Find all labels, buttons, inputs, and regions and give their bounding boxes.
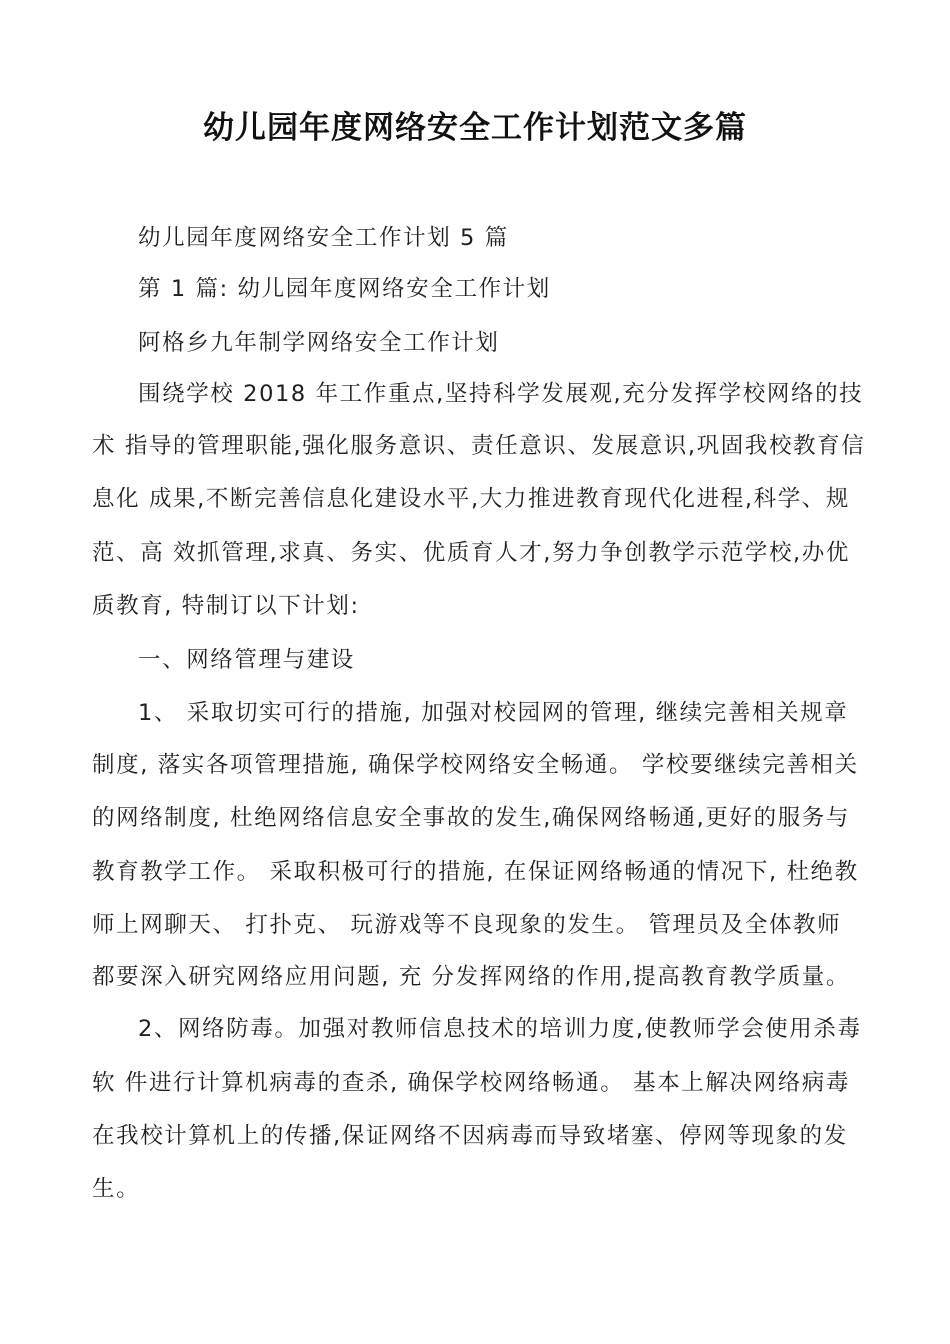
paragraph-line: 的网络制度, 杜绝网络信息安全事故的发生,确保网络畅通,更好的服务与 (92, 805, 851, 831)
paragraph-line: 质教育, 特制订以下计划: (92, 593, 360, 619)
paragraph-line: 术 指导的管理职能,强化服务意识、责任意识、发展意识,巩固我校教育信 (92, 433, 866, 459)
paragraph-line: 生。 (92, 1176, 141, 1202)
plan-heading: 阿格乡九年制学网络安全工作计划 (138, 330, 500, 356)
paragraph-line: 师上网聊天、 打扑克、 玩游戏等不良现象的发生。 管理员及全体教师 (92, 912, 842, 938)
paragraph-line: 1、 采取切实可行的措施, 加强对校园网的管理, 继续完善相关规章 (138, 700, 849, 726)
paragraph-line: 制度, 落实各项管理措施, 确保学校网络安全畅通。 学校要继续完善相关 (92, 752, 859, 778)
section-heading: 一、网络管理与建设 (138, 647, 355, 673)
document-title: 幼儿园年度网络安全工作计划范文多篇 (203, 110, 747, 146)
paragraph-line: 都要深入研究网络应用问题, 充 分发挥网络的作用,提高教育教学质量。 (92, 964, 851, 990)
subtitle-line: 幼儿园年度网络安全工作计划 5 篇 (138, 225, 509, 251)
paragraph-line: 软 件进行计算机病毒的查杀, 确保学校网络畅通。 基本上解决网络病毒 (92, 1070, 851, 1096)
paragraph-line: 在我校计算机上的传播,保证网络不因病毒而导致堵塞、停网等现象的发 (92, 1123, 848, 1149)
paragraph-line: 息化 成果,不断完善信息化建设水平,大力推进教育现代化进程,科学、规 (92, 486, 851, 512)
paragraph-line: 教育教学工作。 采取积极可行的措施, 在保证网络畅通的情况下, 杜绝教 (92, 859, 859, 885)
chapter-heading: 第 1 篇: 幼儿园年度网络安全工作计划 (138, 276, 551, 302)
paragraph-line: 围绕学校 2018 年工作重点,坚持科学发展观,充分发挥学校网络的技 (138, 381, 864, 407)
paragraph-line: 范、高 效抓管理,求真、务实、优质育人才,努力争创教学示范学校,办优 (92, 540, 851, 566)
paragraph-line: 2、网络防毒。加强对教师信息技术的培训力度,使教师学会使用杀毒 (138, 1016, 862, 1042)
